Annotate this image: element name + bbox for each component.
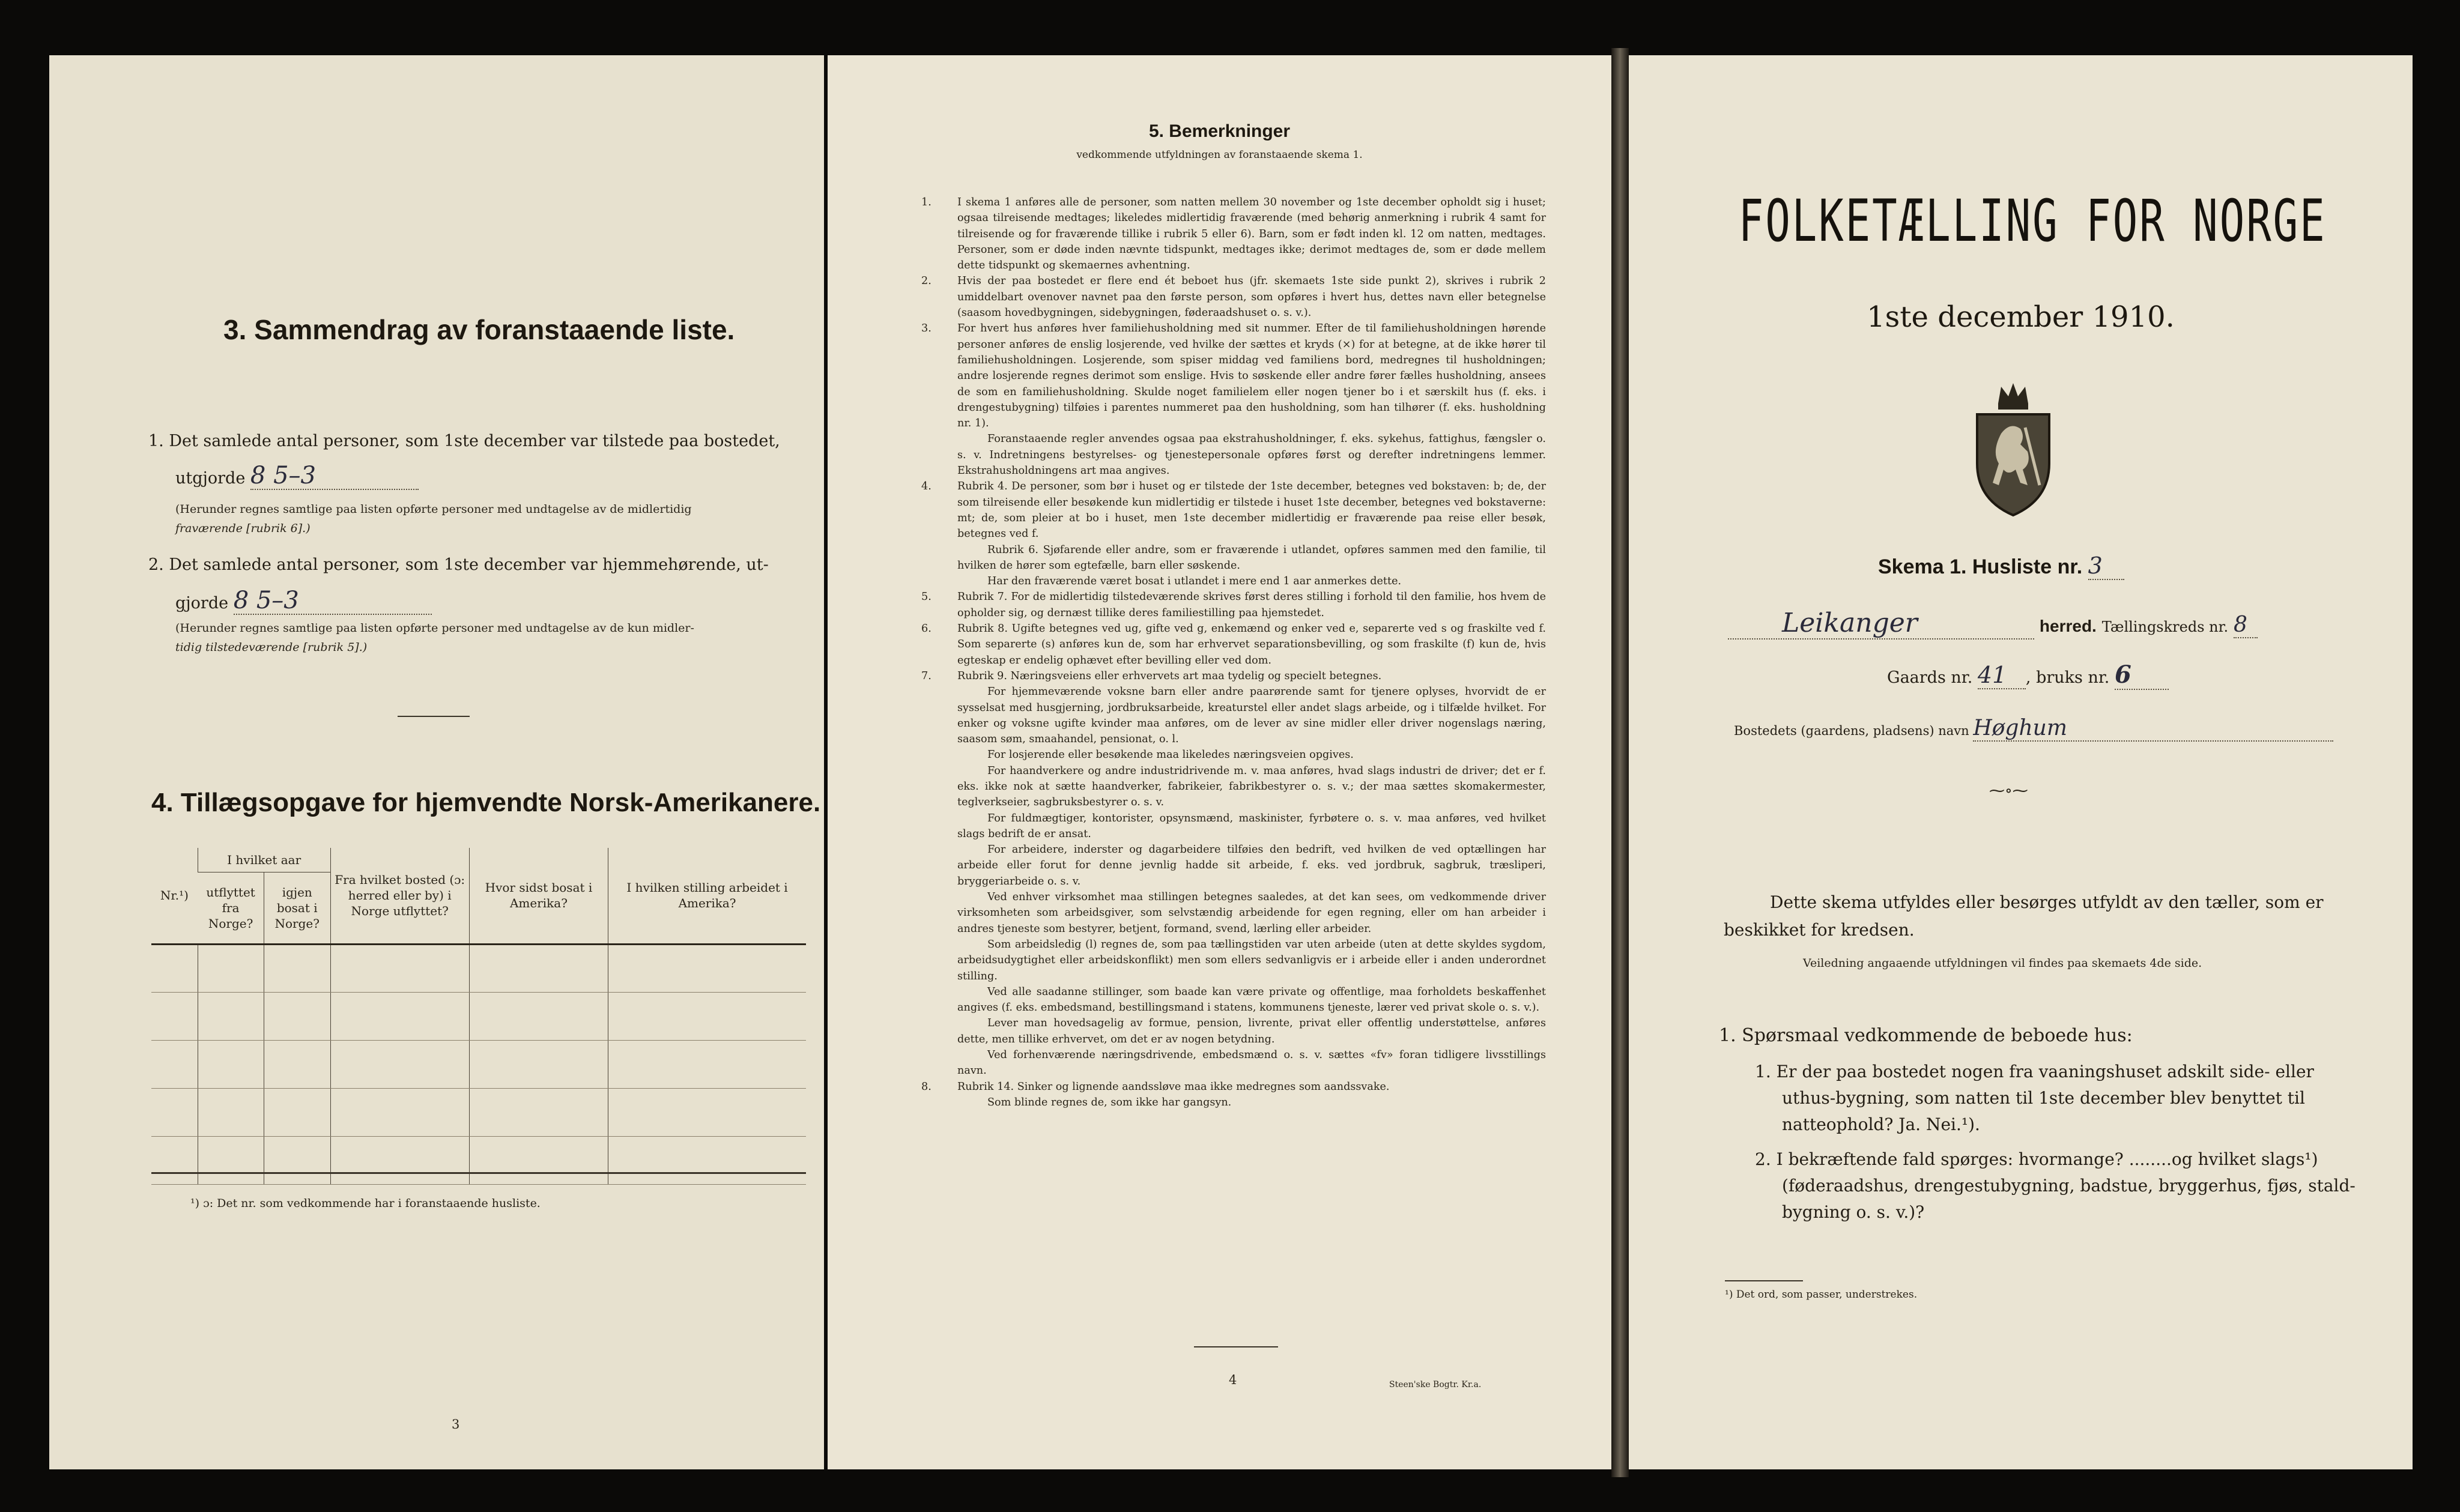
- norway-coat-of-arms-icon: [1965, 380, 2061, 518]
- summary-item-1: 1. Det samlede antal personer, som 1ste december var tilstede paa bostedet,: [148, 432, 780, 450]
- remark-paragraph: [921, 321, 1546, 431]
- remark-paragraph: [921, 1079, 1546, 1095]
- remark-paragraph: [921, 195, 1546, 273]
- remark-paragraph: [939, 573, 1546, 589]
- table-row: [151, 1040, 806, 1088]
- table-footnote: ¹) ɔ: Det nr. som vedkommende har i foranstaaende husliste.: [190, 1197, 541, 1210]
- page-1-cover: FOLKETÆLLING FOR NORGE 1ste december 1910. Skema 1. Husliste nr. 3 Leikanger herred. Tællingskreds nr. 8 Gaards nr. 41 , bruks nr. 6 Bostedets (gaardens, pladsens) navn Høghum ⁓∘⁓ Dette skema utfyldes eller besørges utfyldt av den tæller, som er beskikket for kredsen. Veiledning angaaende utfyldningen vil findes paa skemaets 4de side. 1. Spørsmaal vedkommende de beboede hus: 1. Er der paa bostedet nogen fra vaaningshuset adskilt side- eller uthus-bygning, som natten til 1ste december blev benyttet til natteophold? Ja. Nei.¹). 2. I bekræftende fald spørges: hvormange? ........og hvilket slags¹) (føderaadshus, drengestubygning, badstue, bryggerhus, fjøs, stald- bygning o. s. v.)? ¹) Det ord, som passer, understrekes.: [1629, 55, 2413, 1469]
- summary-item-2-note-line-2: tidig tilstedeværende [rubrik 5].): [175, 641, 368, 654]
- table-bottom-rule: [151, 1172, 806, 1174]
- intro-line-2: beskikket for kredsen.: [1724, 920, 1915, 940]
- page-number: 3: [452, 1417, 460, 1432]
- bruks-label: bruks nr.: [2036, 668, 2110, 687]
- bruks-nr-handwritten: 6: [2115, 661, 2169, 690]
- remark-text: Ved enhver virksomhet maa stillingen betegnes saaledes, at det kan sees, om vedkommende driver virksomheten som arbeidsgiver, som selvstændig arbeidende for egen regning, eller om han arbeider i andres tjeneste som bestyrer, betjent, formand, svend, lærling eller arbeider.: [957, 891, 1546, 935]
- remark-paragraph: [939, 1015, 1546, 1047]
- page-4: [828, 55, 1611, 1469]
- remark-paragraph: [939, 747, 1546, 763]
- table-row: [151, 944, 806, 992]
- remark-text: Rubrik 4. De personer, som bør i huset og er tilstede der 1ste december, betegnes ved bokstaven: b; de, der som tilreisende eller besøkende kun midlertidig er tilstede i huset 1ste december, betegnes ved bokstaverne: mt; de, som pleier at bo i huset, men 1ste december midlertidig er fraværende paa reise eller besøk, betegnes ved f.: [957, 480, 1546, 540]
- herred-label: herred.: [2039, 617, 2097, 635]
- remark-paragraph: [921, 589, 1546, 621]
- table-row: [151, 992, 806, 1040]
- remark-paragraph: [939, 811, 1546, 842]
- remark-number: 1.: [921, 196, 932, 208]
- remark-paragraph: [939, 984, 1546, 1016]
- remark-paragraph: [939, 1095, 1546, 1110]
- summary-item-1-note-line-1: (Herunder regnes samtlige paa listen opførte personer med undtagelse av de midlertidig: [175, 503, 692, 516]
- table-row: [151, 1136, 806, 1184]
- page-number: 4: [1229, 1373, 1237, 1387]
- remarks-list: [921, 195, 1546, 1110]
- col-header-nr: Nr.¹): [151, 848, 198, 944]
- ornament-icon: ⁓∘⁓: [1989, 782, 2028, 800]
- remark-text: Som blinde regnes de, som ikke har gangsyn.: [987, 1096, 1232, 1108]
- question-1-line-1: 1. Er der paa bostedet nogen fra vaaningshuset adskilt side- eller: [1755, 1062, 2314, 1081]
- remarks-title: 5. Bemerkninger: [1148, 121, 1291, 141]
- present-count-handwritten: 8 5–3: [250, 462, 419, 490]
- remark-text: Som arbeidsledig (l) regnes de, som paa tællingstiden var uten arbeide (uten at dette skyldes sygdom, arbeidsudygtighet eller arbeidskonflikt) men som ellers sedvanligvis er i arbeide eller i anden underordnet stilling.: [957, 938, 1546, 982]
- skema-label: Skema 1. Husliste nr.: [1878, 555, 2083, 578]
- col-header-utflyttet: utflyttet fra Norge?: [198, 872, 264, 944]
- remark-number: 8.: [921, 1080, 932, 1093]
- remark-text: Foranstaaende regler anvendes ogsaa paa ekstrahusholdninger, f. eks. sykehus, fattighus, fængsler o. s. v. Indretningens bestyrelses- og tjenestepersonale opføres først og derefter indretningens lemmer. Ekstrahusholdningens art maa angives.: [957, 433, 1546, 477]
- resident-count-handwritten: 8 5–3: [234, 587, 432, 615]
- remark-paragraph: [921, 668, 1546, 684]
- remark-text: I skema 1 anføres alle de personer, som natten mellem 30 november og 1ste december opholdt sig i huset; ogsaa tilreisende medtages; likeledes midlertidig fraværende (med behørig anmerkning i rubrik 4 samt for tilreisende og for fraværende tillike i rubrik 5 eller 6). Barn, som er født inden kl. 12 om natten, medtages. Personer, som er døde inden nævnte tidspunkt, medtages ikke; derimot medtages de, som er døde mellem dette tidspunkt og skemaernes avhentning.: [957, 196, 1546, 272]
- remark-text: Rubrik 7. For de midlertidig tilstedeværende skrives først deres stilling i forhold til den familie, hos hvem de opholder sig, og dernæst tillike deres familiestilling paa hjemstedet.: [957, 591, 1546, 619]
- divider: [1194, 1346, 1278, 1347]
- taellingskreds-label: Tællingskreds nr.: [2101, 618, 2229, 635]
- bosted-name-handwritten: Høghum: [1973, 716, 2333, 742]
- gaards-label: Gaards nr.: [1887, 668, 1973, 687]
- remark-paragraph: [939, 684, 1546, 747]
- taellingskreds-nr-handwritten: 8: [2234, 612, 2258, 638]
- col-header-fra-bosted: Fra hvilket bosted (ɔ: herred eller by) i Norge utflyttet?: [330, 848, 469, 944]
- question-2-line-3: bygning o. s. v.)?: [1782, 1202, 1925, 1222]
- remark-text: For hvert hus anføres hver familiehusholdning med sit nummer. Efter de til familiehusholdningen hørende personer anføres de enslig losjerende, ved hvilke der sættes et kryds (×) for at betegne, at de ikke hører til familiehusholdningen. Losjerende, som spiser middag ved familiens bord, medregnes til husholdningen; andre losjerende regnes derimot som enslige. Hvis to søskende eller andre fører fælles husholdning, ansees de som en familiehusholdning. Skulde noget familielem eller nogen tjener bo i et særskilt hus (f. eks. i drengestubygning) tilføies i parentes nummeret paa den husholdning, som han tilhører (f. eks. husholdning nr. 1).: [957, 322, 1546, 430]
- remark-paragraph: [921, 479, 1546, 542]
- remark-text: For haandverkere og andre industridrivende m. v. maa anføres, hvad slags industri de driver; det er f. eks. ikke nok at sætte haandverker, fabrikeier, fabrikbestyrer o. s. v.; der maa sættes skomakermester, teglverkseier, sagbruksbestyrer o. s. v.: [957, 764, 1546, 809]
- summary-item-1-note-line-2: fraværende [rubrik 6].): [175, 522, 311, 535]
- remark-number: 4.: [921, 480, 932, 493]
- remark-paragraph: [939, 842, 1546, 889]
- remark-text: For arbeidere, inderster og dagarbeidere tilføies den bedrift, ved hvilken de ved optællingen har arbeide eller forut for denne jevnlig hadde sit arbeide, f. eks. ved jordbruk, sagbruk, træsliperi, bryggeriarbeide o. s. v.: [957, 844, 1546, 888]
- utgjorde-label: utgjorde: [175, 469, 246, 488]
- col-header-stilling: I hvilken stilling arbeidet i Amerika?: [608, 848, 806, 944]
- census-date: 1ste december 1910.: [1867, 300, 2175, 334]
- page-footnote: ¹) Det ord, som passer, understrekes.: [1725, 1289, 1918, 1301]
- remark-text: Ved alle saadanne stillinger, som baade kan være private og offentlige, maa forholdets beskaffenhet angives (f. eks. embedsmand, bestillingsmand i statens, kommunens tjeneste, lærer ved privat skole o. s. v.).: [957, 985, 1546, 1014]
- remark-text: Lever man hovedsagelig av formue, pension, livrente, privat eller offentlig understøttelse, anføres dette, men tillike erhvervet, om det er av nogen betydning.: [957, 1017, 1546, 1045]
- remark-text: For fuldmægtiger, kontorister, opsynsmænd, maskinister, fyrbøtere o. s. v. maa anføres, ved hvilket slags bedrift de er ansat.: [957, 812, 1546, 840]
- herred-handwritten: Leikanger: [1728, 608, 2034, 640]
- summary-item-2-note-line-1: (Herunder regnes samtlige paa listen opførte personer med undtagelse av de kun midler-: [175, 621, 694, 635]
- census-title: FOLKETÆLLING FOR NORGE: [1738, 187, 2327, 255]
- remark-text: Ved forhenværende næringsdrivende, embedsmænd o. s. v. sættes «fv» foran tidligere livsstillings navn.: [957, 1049, 1546, 1077]
- remark-paragraph: [939, 937, 1546, 984]
- section-4-title: 4. Tillægsopgave for hjemvendte Norsk-Amerikanere.: [151, 788, 821, 817]
- intro-line-1: Dette skema utfyldes eller besørges utfyldt av den tæller, som er: [1770, 892, 2324, 912]
- book-spine: [1611, 48, 1629, 1477]
- col-header-group-year: I hvilket aar: [198, 848, 330, 872]
- question-1-line-3: natteophold? Ja. Nei.¹).: [1782, 1114, 1980, 1134]
- remark-paragraph: [939, 1047, 1546, 1079]
- footnote-divider: [1725, 1280, 1803, 1281]
- remark-number: 3.: [921, 322, 932, 335]
- gaards-nr-handwritten: 41: [1978, 662, 2026, 689]
- question-2-line-1: 2. I bekræftende fald spørges: hvormange? ........og hvilket slags¹): [1755, 1149, 2318, 1169]
- remark-text: For losjerende eller besøkende maa likeledes næringsveien opgives.: [987, 749, 1354, 761]
- remark-text: Har den fraværende været bosat i utlandet i mere end 1 aar anmerkes dette.: [987, 575, 1402, 588]
- remark-paragraph: [939, 542, 1546, 574]
- remark-text: For hjemmeværende voksne barn eller andre paarørende samt for tjenere oplyses, hvorvidt de er sysselsat med husgjerning, jordbruksarbeide, kreaturstel eller andet slags arbeide, og i tilfælde hvilket. For enker og voksne ugifte kvinder maa anføres, om de lever av sine midler eller driver nogenslags næring, saasom søm, smaahandel, pensionat, o. l.: [957, 686, 1546, 746]
- remark-paragraph: [939, 431, 1546, 479]
- printer-mark: Steen'ske Bogtr. Kr.a.: [1389, 1380, 1482, 1390]
- col-header-hvor-bosat: Hvor sidst bosat i Amerika?: [469, 848, 608, 944]
- summary-item-2: 2. Det samlede antal personer, som 1ste december var hjemmehørende, ut-: [148, 555, 769, 574]
- question-1-line-2: uthus-bygning, som natten til 1ste december blev benyttet til: [1782, 1088, 2305, 1108]
- remark-paragraph: [939, 763, 1546, 811]
- remarks-subtitle: vedkommende utfyldningen av foranstaaende skema 1.: [1076, 149, 1363, 161]
- question-2-line-2: (føderaadshus, drengestubygning, badstue, bryggerhus, fjøs, stald-: [1782, 1176, 2355, 1196]
- remark-paragraph: [939, 889, 1546, 937]
- remark-text: Rubrik 6. Sjøfarende eller andre, som er fraværende i utlandet, opføres sammen med den familie, til hvilken de hører som egtefælle, barn eller søskende.: [957, 543, 1546, 572]
- remark-text: Rubrik 8. Ugifte betegnes ved ug, gifte ved g, enkemænd og enker ved e, separerte ved s og fraskilte ved f. Som separerte (s) anføres kun de, som har erhvervet separationsbevilling, og som fraskilte (f) kun de, hvis egteskap er endelig ophævet efter bevilling eller ved dom.: [957, 623, 1546, 667]
- remark-number: 7.: [921, 670, 932, 682]
- table-row: [151, 1088, 806, 1136]
- remark-text: Rubrik 14. Sinker og lignende aandssløve maa ikke medregnes som aandssvake.: [957, 1080, 1390, 1093]
- veiledning-note: Veiledning angaaende utfyldningen vil findes paa skemaets 4de side.: [1803, 957, 2202, 970]
- remark-paragraph: [921, 621, 1546, 668]
- norsk-amerikanere-table: [151, 848, 806, 1185]
- question-heading: 1. Spørsmaal vedkommende de beboede hus:: [1719, 1025, 2133, 1046]
- divider: [398, 716, 470, 717]
- gjorde-label: gjorde: [175, 594, 229, 612]
- remark-paragraph: [921, 273, 1546, 321]
- section-3-title: 3. Sammendrag av foranstaaende liste.: [223, 314, 735, 345]
- col-header-igjen-bosat: igjen bosat i Norge?: [264, 872, 330, 944]
- remark-text: Hvis der paa bostedet er flere end ét beboet hus (jfr. skemaets 1ste side punkt 2), skrives i rubrik 2 umiddelbart ovenover navnet paa den første person, som opføres i hvert hus, dettes navn eller betegnelse (saasom hovedbygningen, sidebygningen, føderaadshuset o. s. v.).: [957, 275, 1546, 319]
- remark-number: 5.: [921, 591, 932, 603]
- remark-text: Rubrik 9. Næringsveiens eller erhvervets art maa tydelig og specielt betegnes.: [957, 670, 1382, 682]
- remark-number: 2.: [921, 275, 932, 288]
- page-3: [49, 55, 824, 1469]
- remark-number: 6.: [921, 623, 932, 635]
- husliste-nr-handwritten: 3: [2088, 552, 2124, 580]
- bosted-label: Bostedets (gaardens, pladsens) navn: [1734, 724, 1969, 738]
